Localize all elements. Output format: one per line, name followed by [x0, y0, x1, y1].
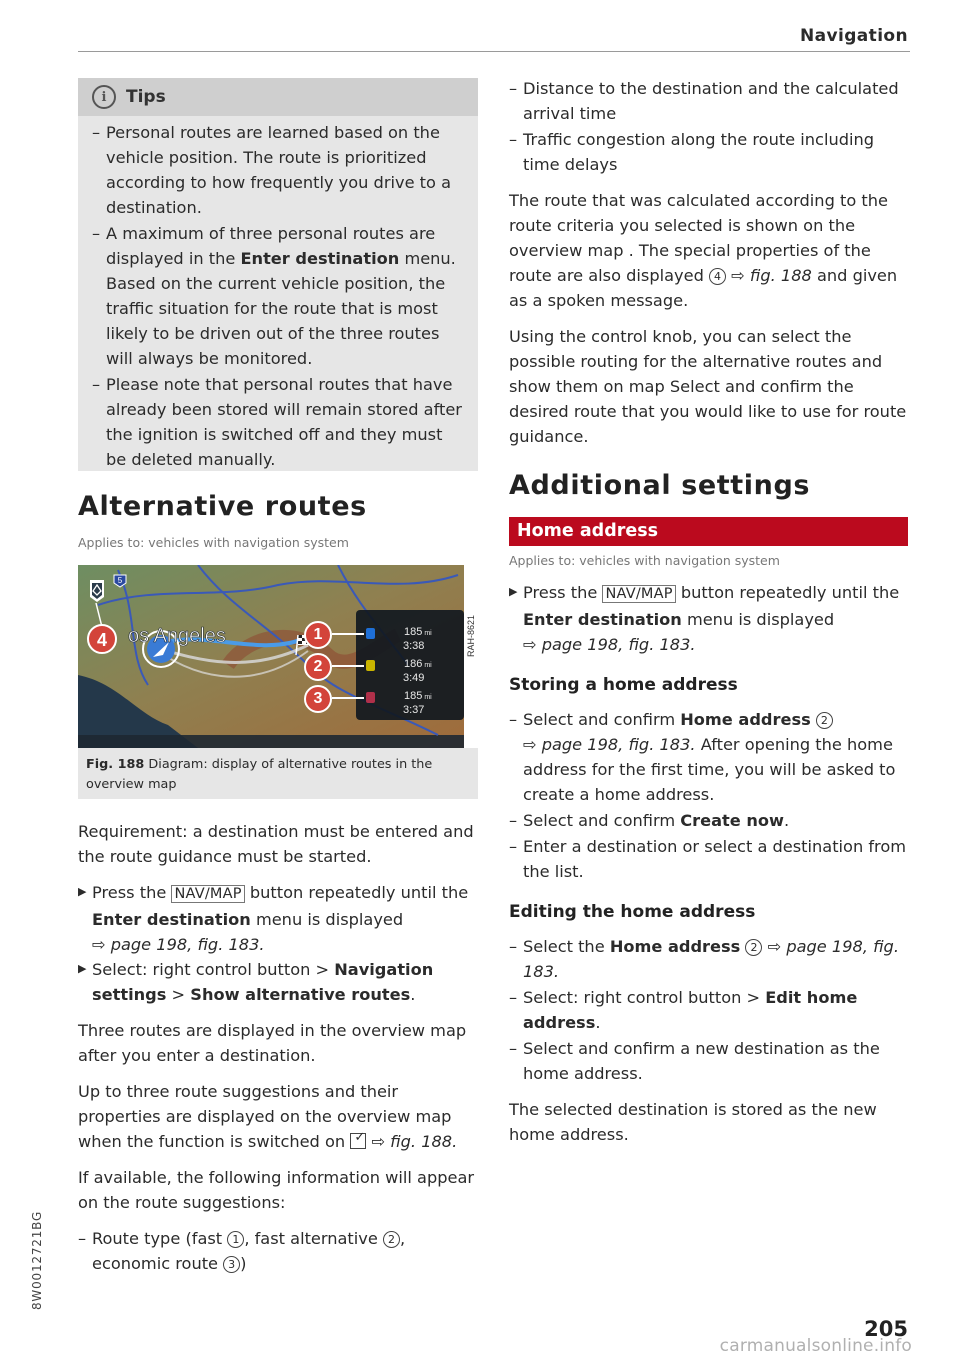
step-list-item: – Select: right control button > Edit home address. [509, 988, 858, 1032]
watermark: carmanualsonline.info [719, 1336, 912, 1356]
svg-text:4: 4 [96, 630, 108, 650]
callout-leader [332, 697, 364, 699]
right-body-top [509, 76, 910, 449]
paragraph: If available, the following information will appear on the route suggestions: [78, 1168, 475, 1212]
route-row[interactable] [304, 621, 460, 652]
paragraph: The selected destination is stored as the new home address. [509, 1100, 877, 1144]
route-time: 3:38 [403, 640, 425, 652]
page-reference: ⇨ page 198, fig. 183. [523, 735, 696, 754]
tips-header [78, 78, 478, 116]
step-list-item: ▶ Press the NAV/MAP button repeatedly until the Enter destination menu is displayed ⇨ page 198, fig. 183. [509, 583, 900, 654]
caption-text: Diagram: display of alternative routes in the overview map [86, 757, 433, 792]
route-time: 3:49 [403, 672, 425, 684]
tips-item: – Personal routes are learned based on the vehicle position. The route is prioritized according to how frequently you drive to a destination. [92, 123, 451, 217]
paragraph: The route that was calculated according to the route criteria you selected is shown on the overview map . The special properties of the route are also displayed 4 ⇨ fig. 188 and given as a spoken message. [509, 191, 898, 310]
step-list-item: – Select and confirm Home address 2 ⇨ page 198, fig. 183. After opening the home address for the first time, you will be asked to create a home address. [509, 710, 896, 804]
route-distance: 186 mi [404, 658, 432, 670]
heading-editing-home-address: Editing the home address [509, 902, 756, 922]
document-code: 8W0012721BG [30, 1210, 44, 1310]
route-callout: 3 [304, 685, 332, 713]
right-body-bottom [509, 580, 910, 1147]
city-label: os Angeles [128, 625, 226, 647]
applies-note: Applies to: vehicles with navigation system [78, 535, 349, 550]
paragraph: Up to three route suggestions and their properties are displayed on the overview map when the function is switched on ✓ ⇨ fig. 188. [78, 1082, 458, 1151]
callout-leader [332, 665, 364, 667]
highway-number: 5 [117, 576, 123, 585]
figure-reference: ⇨ fig. 188 [731, 266, 812, 285]
route-row[interactable] [304, 653, 460, 684]
route-time: 3:37 [403, 704, 425, 716]
caption-label: Fig. 188 [86, 757, 145, 772]
figure-reference: ⇨ fig. 188. [371, 1132, 458, 1151]
section-title: Navigation [800, 26, 908, 46]
info-icon: i [92, 85, 116, 109]
step-list-item: – Enter a destination or select a destination from the list. [509, 837, 907, 881]
step-list-item: – Select and confirm Create now. [509, 811, 790, 830]
route-distance: 185 mi [404, 690, 432, 702]
paragraph: Using the control knob, you can select the possible routing for the alternative routes and show them on map Select and confirm the desired route that you would like to use for route guidance. [509, 327, 907, 446]
header-rule [78, 51, 910, 52]
page-reference: ⇨ page 198, fig. 183. [92, 935, 265, 954]
checkbox-checked-icon: ✓ [350, 1133, 366, 1149]
route-callout: 2 [304, 653, 332, 681]
route-map-figure [78, 565, 478, 748]
figure-caption [78, 748, 478, 799]
nav-map-key: NAV/MAP [602, 585, 675, 603]
paragraph: Three routes are displayed in the overview map after you enter a destination. [78, 1021, 467, 1065]
route-distance: 185 mi [404, 626, 432, 638]
info-list-item: – Distance to the destination and the calculated arrival time [509, 79, 899, 123]
applies-note: Applies to: vehicles with navigation system [509, 553, 780, 568]
heading-alternative-routes: Alternative routes [78, 491, 367, 522]
page-reference: ⇨ page 198, fig. 183. [523, 937, 899, 981]
step-list-item: ▶ Select: right control button > Navigation settings > Show alternative routes. [78, 960, 434, 1004]
page-number: 205 [864, 1317, 908, 1341]
tips-item: – A maximum of three personal routes are displayed in the Enter destination menu. Based on the current vehicle position, the traffic situation for the route that is most likely to be driven out of the three routes will always be monitored. [92, 224, 456, 368]
route-callout: 1 [304, 621, 332, 649]
route-color-icon [366, 628, 375, 639]
info-list-item: – Route type (fast 1 , fast alternative 2 , economic route 3 ) [78, 1229, 406, 1273]
tips-item: – Please note that personal routes that have already been stored will remain stored after the ignition is switched off and they must be deleted manually. [92, 375, 462, 469]
figure-code: RAH-8621 [466, 614, 476, 657]
page-reference: ⇨ page 198, fig. 183. [523, 635, 696, 654]
tips-box [78, 78, 478, 471]
route-color-icon [366, 692, 375, 703]
tips-title: Tips [126, 86, 166, 107]
nav-map-key: NAV/MAP [171, 885, 244, 903]
info-list-item: – Traffic congestion along the route including time delays [509, 130, 875, 174]
callout-leader [332, 633, 364, 635]
requirement-text: Requirement: a destination must be entered and the route guidance must be started. [78, 822, 474, 866]
heading-storing-home-address: Storing a home address [509, 675, 738, 695]
route-color-icon [366, 660, 375, 671]
step-list-item: – Select and confirm a new destination as the home address. [509, 1039, 880, 1083]
step-list-item: – Select the Home address 2 ⇨ page 198, fig. 183. [509, 937, 899, 981]
step-list-item: ▶ Press the NAV/MAP button repeatedly until the Enter destination menu is displayed ⇨ page 198, fig. 183. [78, 883, 469, 954]
alt-routes-body [78, 819, 478, 1276]
route-row[interactable] [304, 685, 460, 716]
bottom-band [78, 735, 478, 748]
home-address-bar: Home address [509, 517, 908, 546]
heading-additional-settings: Additional settings [509, 470, 811, 501]
